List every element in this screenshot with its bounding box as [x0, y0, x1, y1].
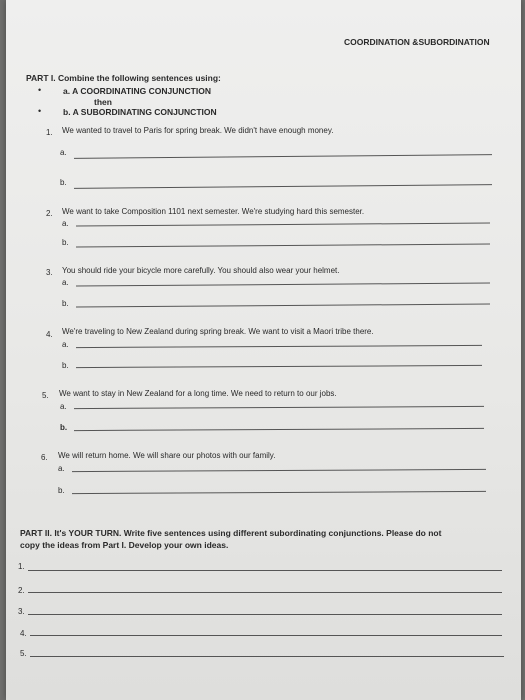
option-then: then — [94, 97, 112, 107]
question-text: We want to stay in New Zealand for a long time. We need to return to our jobs. — [59, 389, 337, 398]
part2-answer-line[interactable] — [30, 656, 504, 657]
answer-line-a[interactable] — [76, 283, 490, 287]
answer-label-b: b. — [60, 178, 67, 187]
part2-answer-line[interactable] — [28, 570, 502, 571]
question-text: We're traveling to New Zealand during spring break. We want to visit a Maori tribe there. — [62, 327, 374, 336]
option-a: a. A COORDINATING CONJUNCTION — [63, 86, 211, 96]
part1-heading: PART I. Combine the following sentences using: — [26, 73, 221, 83]
question-number: 5. — [42, 391, 49, 400]
answer-line-b[interactable] — [74, 184, 492, 189]
part2-answer-line[interactable] — [28, 592, 502, 593]
answer-line-b[interactable] — [76, 365, 482, 368]
answer-line-a[interactable] — [72, 469, 486, 472]
question-number: 2. — [46, 209, 53, 218]
answer-label-a: a. — [62, 278, 69, 287]
part2-item-number: 5. — [20, 649, 27, 658]
answer-label-b: b. — [60, 423, 68, 432]
part2-heading-line1: PART II. It's YOUR TURN. Write five sentences using different subordinating conjunctions. Please do not — [20, 528, 442, 538]
answer-label-a: a. — [60, 148, 67, 157]
answer-line-a[interactable] — [76, 223, 490, 227]
answer-line-b[interactable] — [76, 304, 490, 308]
answer-label-a: a. — [62, 219, 69, 228]
answer-line-a[interactable] — [74, 154, 492, 159]
answer-label-b: b. — [62, 299, 69, 308]
question-text: We wanted to travel to Paris for spring break. We didn't have enough money. — [62, 126, 334, 135]
answer-line-b[interactable] — [74, 428, 484, 431]
option-b: b. A SUBORDINATING CONJUNCTION — [63, 107, 217, 117]
answer-line-b[interactable] — [76, 244, 490, 248]
part2-item-number: 3. — [18, 607, 25, 616]
question-number: 6. — [41, 453, 48, 462]
part2-answer-line[interactable] — [30, 635, 502, 636]
question-text: You should ride your bicycle more carefully. You should also wear your helmet. — [62, 266, 340, 275]
question-number: 4. — [46, 330, 53, 339]
question-text: We will return home. We will share our photos with our family. — [58, 451, 276, 460]
worksheet-title: COORDINATION &SUBORDINATION — [344, 37, 490, 47]
bullet-icon: • — [38, 85, 42, 95]
part2-item-number: 4. — [20, 629, 27, 638]
question-number: 3. — [46, 268, 53, 277]
part2-item-number: 2. — [18, 586, 25, 595]
question-text: We want to take Composition 1101 next semester. We're studying hard this semester. — [62, 207, 365, 216]
answer-label-b: b. — [62, 238, 69, 247]
part2-heading-line2: copy the ideas from Part I. Develop your own ideas. — [20, 540, 229, 550]
answer-label-b: b. — [62, 361, 69, 370]
part2-answer-line[interactable] — [28, 614, 502, 615]
answer-label-a: a. — [58, 464, 65, 473]
answer-label-b: b. — [58, 486, 65, 495]
part2-item-number: 1. — [18, 562, 25, 571]
answer-line-a[interactable] — [74, 406, 484, 409]
answer-line-b[interactable] — [72, 491, 486, 494]
answer-label-a: a. — [62, 340, 69, 349]
answer-label-a: a. — [60, 402, 67, 411]
worksheet-page — [6, 0, 521, 700]
bullet-icon: • — [38, 106, 42, 116]
answer-line-a[interactable] — [76, 345, 482, 348]
question-number: 1. — [46, 128, 53, 137]
